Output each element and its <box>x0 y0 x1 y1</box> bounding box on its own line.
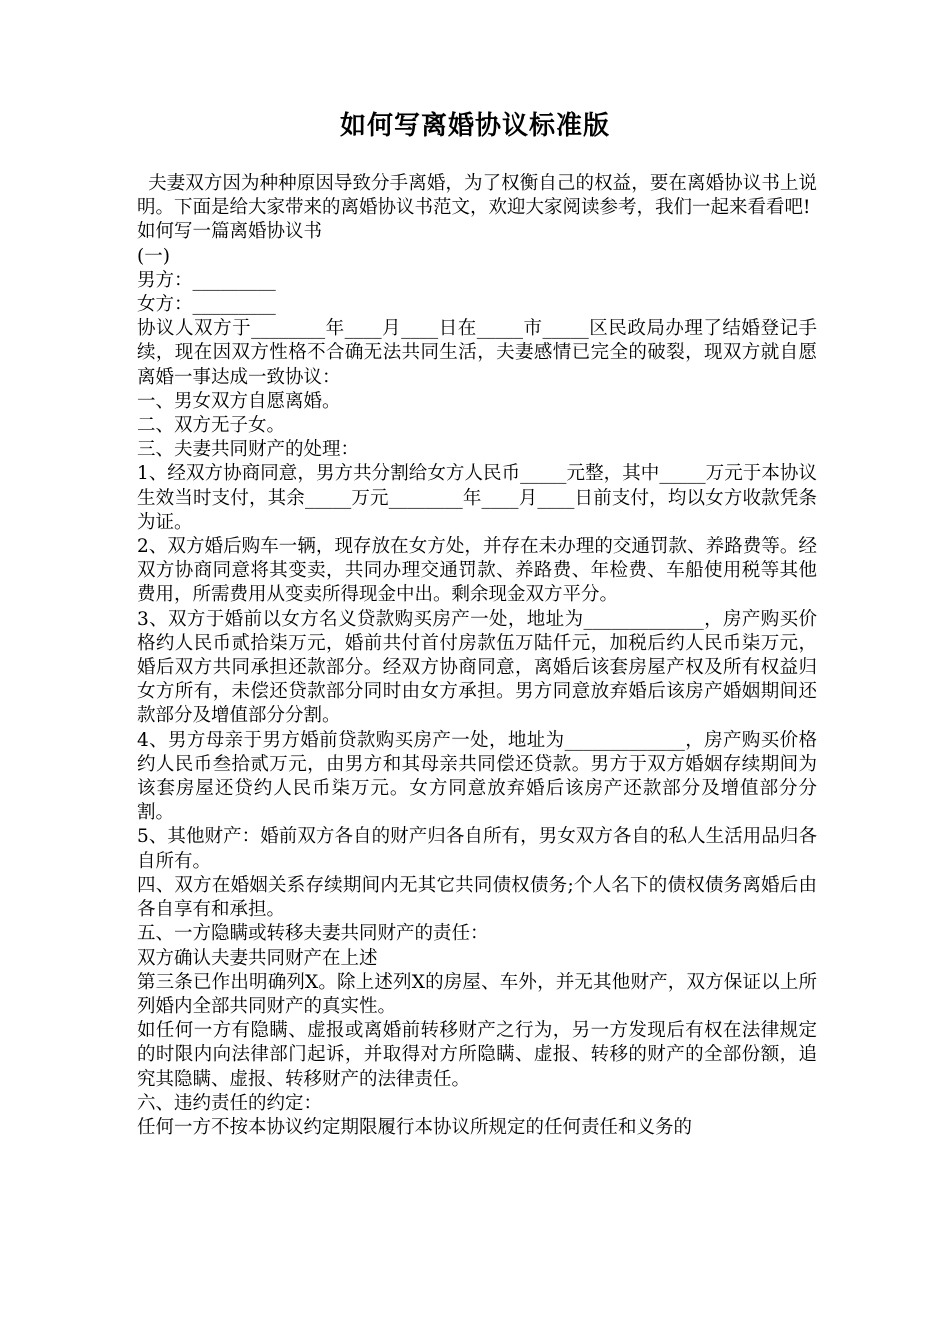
clause-3-item-4: 4、男方母亲于男方婚前贷款购买房产一处，地址为_____________，房产购买价格约人民币叁拾贰万元，由男方和其母亲共同偿还贷款。男方于双方婚姻存续期间为该套房屋还贷约人民币柒万元。女方同意放弃婚后该房产还款部分及增值部分分割。 <box>137 729 817 824</box>
husband-field: 男方：_________ <box>137 269 276 291</box>
clause-6: 六、违约责任的约定： <box>137 1092 323 1114</box>
clause-3: 三、夫妻共同财产的处理： <box>137 439 360 461</box>
clause-5-text-1: 双方确认夫妻共同财产在上述 <box>137 947 378 969</box>
clause-3-item-5: 5、其他财产：婚前双方各自的财产归各自所有，男女双方各自的私人生活用品归各自所有。 <box>137 826 817 872</box>
clause-2: 二、双方无子女。 <box>137 415 286 437</box>
intro-paragraph: 夫妻双方因为种种原因导致分手离婚，为了权衡自己的权益，要在离婚协议书上说明。下面是给大家带来的离婚协议书范文，欢迎大家阅读参考，我们一起来看看吧! <box>137 173 817 219</box>
clause-3-item-1: 1、经双方协商同意，男方共分割给女方人民币_____元整，其中_____万元于本协议生效当时支付，其余_____万元________年____月____日前支付，均以女方收款凭条为证。 <box>137 463 817 533</box>
document-title: 如何写离婚协议标准版 <box>339 111 610 141</box>
clause-5-text-2: 第三条已作出明确列X。除上述列X的房屋、车外，并无其他财产，双方保证以上所列婚内全部共同财产的真实性。 <box>137 971 817 1017</box>
clause-1: 一、男女双方自愿离婚。 <box>137 390 341 412</box>
sample-number: (一) <box>137 245 170 267</box>
clause-3-item-3: 3、双方于婚前以女方名义贷款购买房产一处，地址为_____________，房产购买价格约人民币贰拾柒万元，婚前共付首付房款伍万陆仟元，加税后约人民币柒万元，婚后双方共同承担还款部分。经双方协商同意，离婚后该套房屋产权及所有权益归女方所有，未偿还贷款部分同时由女方承担。男方同意放弃婚后该房产婚姻期间还款部分及增值部分分割。 <box>137 608 817 727</box>
clause-5-text-3: 如任何一方有隐瞒、虚报或离婚前转移财产之行为，另一方发现后有权在法律规定的时限内向法律部门起诉，并取得对方所隐瞒、虚报、转移的财产的全部份额，追究其隐瞒、虚报、转移财产的法律责任。 <box>137 1020 817 1090</box>
document-body <box>137 172 817 1140</box>
wife-field: 女方：_________ <box>137 294 276 316</box>
clause-6-text: 任何一方不按本协议约定期限履行本协议所规定的任何责任和义务的 <box>137 1116 693 1138</box>
agreement-preamble: 协议人双方于________年____月____日在_____市_____区民政局办理了结婚登记手续，现在因双方性格不合确无法共同生活，夫妻感情已完全的破裂，现双方就自愿离婚一事达成一致协议： <box>137 318 817 388</box>
clause-5: 五、一方隐瞒或转移夫妻共同财产的责任： <box>137 923 489 945</box>
clause-3-item-2: 2、双方婚后购车一辆，现存放在女方处，并存在未办理的交通罚款、养路费等。经双方协商同意将其变卖，共同办理交通罚款、养路费、年检费、车船使用税等其他费用，所需费用从变卖所得现金中出。剩余现金双方平分。 <box>137 536 817 606</box>
clause-4: 四、双方在婚姻关系存续期间内无其它共同债权债务;个人名下的债权债务离婚后由各自享有和承担。 <box>137 874 817 921</box>
section-heading: 如何写一篇离婚协议书 <box>137 221 323 243</box>
